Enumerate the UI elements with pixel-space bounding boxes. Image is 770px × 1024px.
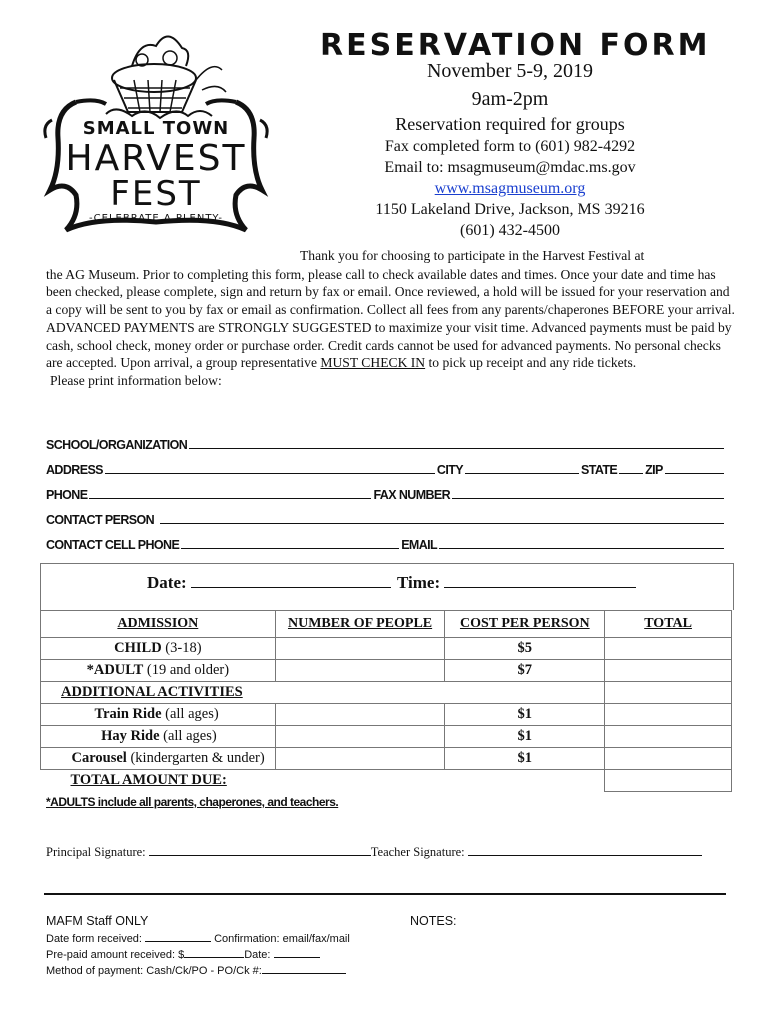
- print-note: Please print information below:: [50, 372, 222, 388]
- total-due-label: TOTAL AMOUNT DUE:: [41, 770, 605, 792]
- row-label: Carousel (kindergarten & under): [41, 748, 276, 770]
- teacher-signature-label: Teacher Signature:: [370, 845, 465, 859]
- date-received-line[interactable]: [145, 932, 211, 942]
- intro-first-line: Thank you for choosing to participate in the Harvest Festival at: [300, 248, 645, 263]
- museum-address: 1150 Lakeland Drive, Jackson, MS 39216: [375, 201, 645, 218]
- cell-input-line[interactable]: [181, 547, 399, 549]
- activities-label: ADDITIONAL ACTIVITIES: [41, 682, 276, 704]
- contact-input-line[interactable]: [160, 522, 724, 524]
- adults-note: *ADULTS include all parents, chaperones, and teachers.: [46, 795, 339, 809]
- address-field-row: [46, 463, 726, 477]
- signature-row: [46, 845, 702, 860]
- principal-signature-line[interactable]: [149, 845, 371, 856]
- principal-signature-label: Principal Signature:: [46, 845, 146, 859]
- date-field: [147, 573, 391, 593]
- reservation-required-note: Reservation required for groups: [395, 114, 625, 134]
- people-input[interactable]: [275, 660, 445, 682]
- payment-method-label: Method of payment: Cash/Ck/PO - PO/Ck #:: [46, 965, 262, 977]
- fax-label: FAX NUMBER: [373, 488, 451, 502]
- people-input[interactable]: [275, 704, 445, 726]
- city-label: CITY: [436, 463, 463, 477]
- people-header: NUMBER OF PEOPLE: [275, 611, 445, 638]
- cost-cell: $7: [445, 660, 605, 682]
- people-input[interactable]: [275, 638, 445, 660]
- payment-method-line[interactable]: [262, 964, 346, 974]
- table-row: [41, 638, 732, 660]
- notes-label: NOTES:: [410, 914, 457, 928]
- email-label: EMAIL: [401, 538, 438, 552]
- admission-header: ADMISSION: [41, 611, 276, 638]
- total-input[interactable]: [605, 638, 732, 660]
- phone-label: PHONE: [46, 488, 88, 502]
- page-title: RESERVATION FORM: [320, 28, 711, 63]
- logo-line-fest: FEST: [110, 174, 202, 214]
- cost-header: COST PER PERSON: [445, 611, 605, 638]
- date-input-line[interactable]: [191, 573, 391, 588]
- staff-divider: [44, 893, 726, 895]
- date-time-box: [40, 563, 734, 610]
- address-input-line[interactable]: [105, 472, 435, 474]
- row-label: Hay Ride (all ages): [41, 726, 276, 748]
- email-input-line[interactable]: [439, 547, 724, 549]
- intro-text: [46, 248, 736, 390]
- row-label: Train Ride (all ages): [41, 704, 276, 726]
- event-dates: November 5-9, 2019: [426, 60, 594, 82]
- zip-input-line[interactable]: [665, 472, 724, 474]
- logo-line-small-town: SMALL TOWN: [82, 118, 230, 139]
- confirmation-label: Confirmation: email/fax/mail: [214, 933, 350, 945]
- city-input-line[interactable]: [465, 472, 579, 474]
- table-row: [41, 660, 732, 682]
- staff-date-label: Date:: [244, 949, 271, 961]
- address-label: ADDRESS: [46, 463, 103, 477]
- school-label: SCHOOL/ORGANIZATION: [46, 438, 188, 452]
- zip-label: ZIP: [645, 463, 663, 477]
- event-hours: 9am-2pm: [471, 88, 549, 110]
- time-field: [397, 573, 636, 593]
- harvest-fest-logo: [36, 20, 276, 245]
- row-label: *ADULT (19 and older): [41, 660, 276, 682]
- people-input[interactable]: [275, 726, 445, 748]
- state-label: STATE: [581, 463, 618, 477]
- people-input[interactable]: [275, 748, 445, 770]
- admission-table: [40, 610, 732, 792]
- table-row: [41, 682, 732, 704]
- phone-input-line[interactable]: [89, 497, 371, 499]
- time-input-line[interactable]: [444, 573, 636, 588]
- cost-cell: $5: [445, 638, 605, 660]
- intro-paragraph-1: the AG Museum. Prior to completing this form, please call to check available dates and times. Once your date and time has been checked, please complete, sign and return by fax or email. Once reviewed, a hold will be issued for your reservation and a copy will be sent to you by fax or email as confirmation. Collect all fees from any parents/chaperones BEFORE your arrival.: [46, 266, 735, 318]
- intro-paragraph-2: ADVANCED PAYMENTS are STRONGLY SUGGESTED to maximize your visit time. Advanced payments must be paid by cash, school check, money order or purchase order. Credit cards cannot be used for advanced payments. No personal checks are accepted. Upon arrival, a group representative MUST CHECK IN to pick up receipt and any ride tickets.: [46, 319, 732, 371]
- prepaid-line[interactable]: [184, 948, 244, 958]
- table-row: [41, 726, 732, 748]
- museum-phone: (601) 432-4500: [460, 222, 560, 239]
- school-input-line[interactable]: [189, 447, 724, 449]
- date-label: Date:: [147, 573, 187, 592]
- table-row: [41, 748, 732, 770]
- state-input-line[interactable]: [619, 472, 643, 474]
- staff-date-line[interactable]: [274, 948, 320, 958]
- cost-cell: $1: [445, 748, 605, 770]
- contact-field-row: [46, 513, 726, 527]
- cost-cell: $1: [445, 704, 605, 726]
- table-header-row: [41, 611, 732, 638]
- total-due-input[interactable]: [605, 770, 732, 792]
- cell-label: CONTACT CELL PHONE: [46, 538, 180, 552]
- row-label: CHILD (3-18): [41, 638, 276, 660]
- date-received-row: [46, 932, 350, 945]
- time-label: Time:: [397, 573, 441, 592]
- cell-field-row: [46, 538, 726, 552]
- fax-input-line[interactable]: [452, 497, 724, 499]
- fax-instruction: Fax completed form to (601) 982-4292: [384, 138, 636, 155]
- teacher-signature-line[interactable]: [468, 845, 702, 856]
- phone-field-row: [46, 488, 726, 502]
- total-row: [41, 770, 732, 792]
- date-received-label: Date form received:: [46, 933, 142, 945]
- prepaid-row: [46, 948, 320, 961]
- table-row: [41, 704, 732, 726]
- payment-method-row: [46, 964, 346, 977]
- email-instruction: Email to: msagmuseum@mdac.ms.gov: [384, 159, 636, 176]
- cost-cell: $1: [445, 726, 605, 748]
- staff-title: MAFM Staff ONLY: [46, 914, 149, 928]
- logo-tagline: -CELEBRATE A PLENTY-: [89, 213, 223, 224]
- total-input[interactable]: [605, 748, 732, 770]
- website-link[interactable]: www.msagmuseum.org: [434, 180, 586, 197]
- total-input[interactable]: [605, 726, 732, 748]
- prepaid-label: Pre-paid amount received: $: [46, 949, 185, 961]
- total-input[interactable]: [605, 660, 732, 682]
- total-header: TOTAL: [605, 611, 732, 638]
- logo-line-harvest: HARVEST: [65, 138, 247, 179]
- school-field-row: [46, 438, 726, 452]
- total-input[interactable]: [605, 704, 732, 726]
- contact-label: CONTACT PERSON: [46, 513, 155, 527]
